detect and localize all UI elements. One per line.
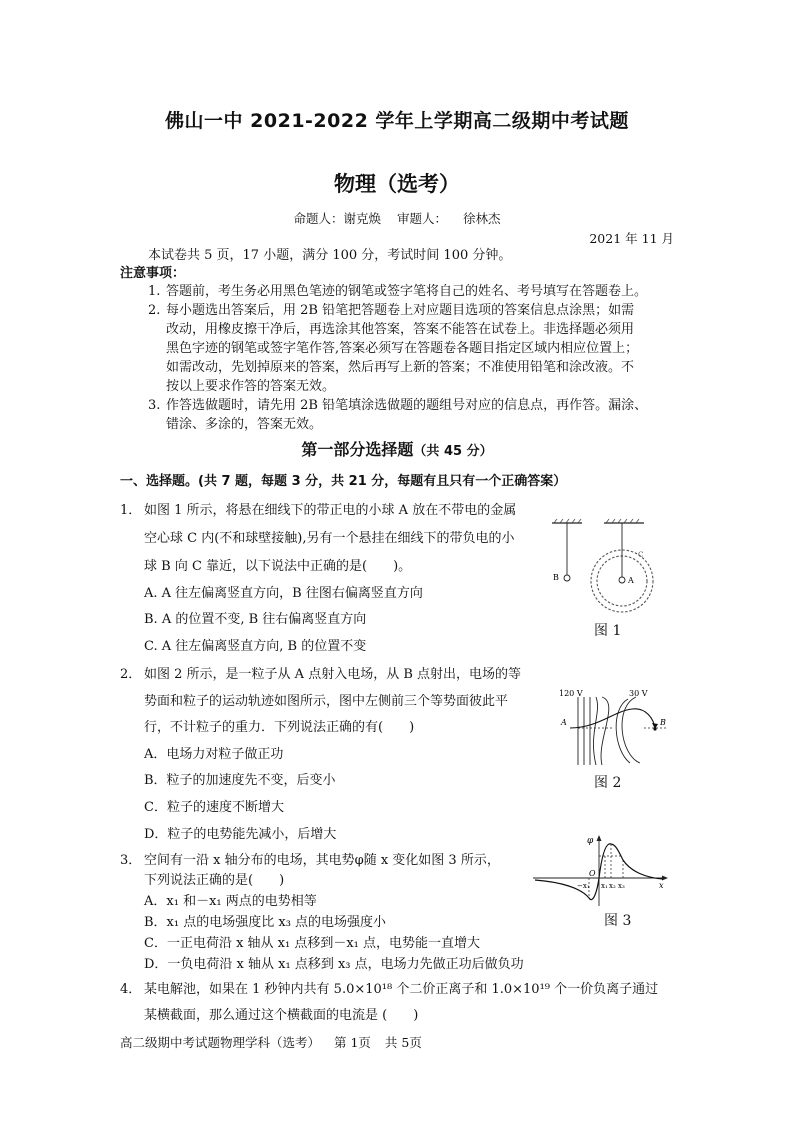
notice-item-1-line: 答题前，考生务必用黑色笔迹的钢笔或签字笔将自己的姓名、考号填写在答题卷上。 (166, 284, 648, 299)
notice-item-3-num: 3. (148, 398, 161, 413)
footer-total: 共 5页 (384, 1035, 422, 1050)
footer-course: 高二级期中考试题物理学科（选考） (120, 1035, 321, 1050)
page-footer (120, 1033, 432, 1051)
fig3-axis-x: x (659, 881, 664, 890)
notice-item-2-line: 按以上要求作答的答案无效。 (166, 379, 336, 394)
fig3-origin: O (589, 869, 596, 878)
part1-heading (0, 437, 794, 460)
notice-item-2-line: 如需改动，先划掉原来的答案，然后再写上新的答案；不准使用铅笔和涂改液。不 (166, 360, 635, 375)
setter: 命题人：谢克焕 (293, 211, 381, 226)
q2-stem-line: 势面和粒子的运动轨迹如图所示，图中左侧前三个等势面彼此平 (144, 694, 509, 709)
figure-2-diagram (558, 683, 678, 768)
notice-item-3-line: 错涂、多涂的，答案无效。 (166, 417, 323, 432)
q1-stem-line: 空心球 C 内(不和球壁接触),另有一个悬挂在细线下的带负电的小 (144, 531, 515, 546)
fig2-label-b: B (660, 718, 666, 727)
q2-option-b: B．粒子的加速度先不变，后变小 (144, 773, 336, 788)
notice-item-2-line: 黑色字迹的钢笔或签字笔作答,答案必须写在答题卷各题目指定区域内相应位置上； (166, 341, 639, 356)
q1-stem-line: 球 B 向 C 靠近，以下说法中正确的是( )。 (144, 559, 412, 574)
notice-item-2-line: 每小题选出答案后，用 2B 铅笔把答题卷上对应题目选项的答案信息点涂黑；如需 (166, 303, 635, 318)
figure-3-plot (531, 832, 671, 908)
q1-stem-line: 如图 1 所示，将悬在细线下的带正电的小球 A 放在不带电的金属 (144, 503, 517, 518)
figure-3-label: 图 3 (604, 913, 632, 929)
fig2-label-a: A (561, 718, 567, 727)
notice-heading: 注意事项： (120, 266, 186, 281)
fig1-label-a: A (628, 576, 634, 585)
q4-number: 4． (120, 982, 142, 997)
q3-number: 3． (120, 853, 142, 868)
part1-title: 第一部分选择题 (301, 440, 414, 459)
q4-stem-line: 某电解池，如果在 1 秒钟内共有 5.0×10¹⁸ 个二价正离子和 1.0×10¹⁹ 个一价负离子通过 (144, 982, 659, 997)
q2-option-d: D．粒子的电势能先减小，后增大 (144, 827, 337, 842)
q3-option-a: A．x₁ 和－x₁ 两点的电势相等 (144, 894, 317, 909)
fig3-axis-phi: φ (587, 836, 594, 846)
q3-stem-line: 下列说法正确的是( ) (144, 873, 285, 888)
figure-2-label: 图 2 (594, 775, 622, 791)
section-heading: 一、选择题。(共 7 题，每题 3 分，共 21 分，每题有且只有一个正确答案） (120, 474, 567, 489)
exam-date: 2021 年 11 月 (589, 231, 674, 246)
reviewer-name: 徐林杰 (462, 211, 501, 226)
figure-1-label: 图 1 (594, 623, 622, 639)
fig3-tick-x1: x₁ (601, 882, 608, 890)
q2-option-c: C．粒子的速度不断增大 (144, 800, 284, 815)
q3-option-d: D．一负电荷沿 x 轴从 x₁ 点移到 x₃ 点，电场力先做正功后做负功 (144, 957, 524, 972)
q2-stem-line: 如图 2 所示，是一粒子从 A 点射入电场，从 B 点射出，电场的等 (144, 667, 522, 682)
q1-option-a: A. A 往左偏离竖直方向，B 往图右偏离竖直方向 (144, 586, 423, 601)
footer-page: 第 1页 (334, 1035, 371, 1050)
reviewer-label: 审题人： (396, 211, 447, 226)
q1-option-b: B. A 的位置不变, B 往右偏离竖直方向 (144, 612, 367, 627)
q3-option-c: C．一正电荷沿 x 轴从 x₁ 点移到－x₁ 点，电势能一直增大 (144, 936, 481, 951)
fig3-tick-x3: x₃ (618, 882, 625, 890)
q2-stem-line: 行，不计粒子的重力．下列说法正确的有( ) (144, 720, 415, 735)
q2-number: 2． (120, 667, 142, 682)
fig1-label-c: C (638, 551, 644, 559)
intro-text: 本试卷共 5 页，17 小题，满分 100 分，考试时间 100 分钟。 (148, 248, 512, 263)
q4-stem-line: 某横截面，那么通过这个横截面的电流是 ( ) (144, 1008, 419, 1023)
notice-item-2-line: 改动，用橡皮擦干净后，再选涂其他答案，答案不能答在试卷上。非选择题必须用 (166, 322, 635, 337)
figure-1-diagram (548, 515, 668, 620)
q1-option-c: C. A 往左偏离竖直方向, B 的位置不变 (144, 639, 367, 654)
fig3-tick-x2: x₂ (609, 882, 616, 890)
subject-title: 物理（选考） (334, 172, 460, 196)
fig2-label-30v: 30 V (629, 689, 648, 698)
part1-score: （共 45 分） (413, 444, 493, 459)
q2-option-a: A．电场力对粒子做正功 (144, 747, 284, 762)
exam-title: 佛山一中 2021-2022 学年上学期高二级期中考试题 (165, 110, 629, 132)
q3-option-b: B．x₁ 点的电场强度比 x₃ 点的电场强度小 (144, 915, 387, 930)
fig1-label-b: B (553, 573, 559, 582)
q1-number: 1． (120, 503, 142, 518)
fig3-tick-neg-x1: −x₁ (577, 882, 590, 890)
notice-item-2-num: 2. (148, 303, 161, 318)
fig2-label-120v: 120 V (559, 689, 583, 698)
notice-item-3-line: 作答选做题时，请先用 2B 铅笔填涂选做题的题组号对应的信息点，再作答。漏涂、 (166, 398, 648, 413)
author-line (0, 209, 794, 227)
notice-item-1-num: 1. (148, 284, 161, 299)
q3-stem-line: 空间有一沿 x 轴分布的电场，其电势φ随 x 变化如图 3 所示， (144, 853, 500, 868)
